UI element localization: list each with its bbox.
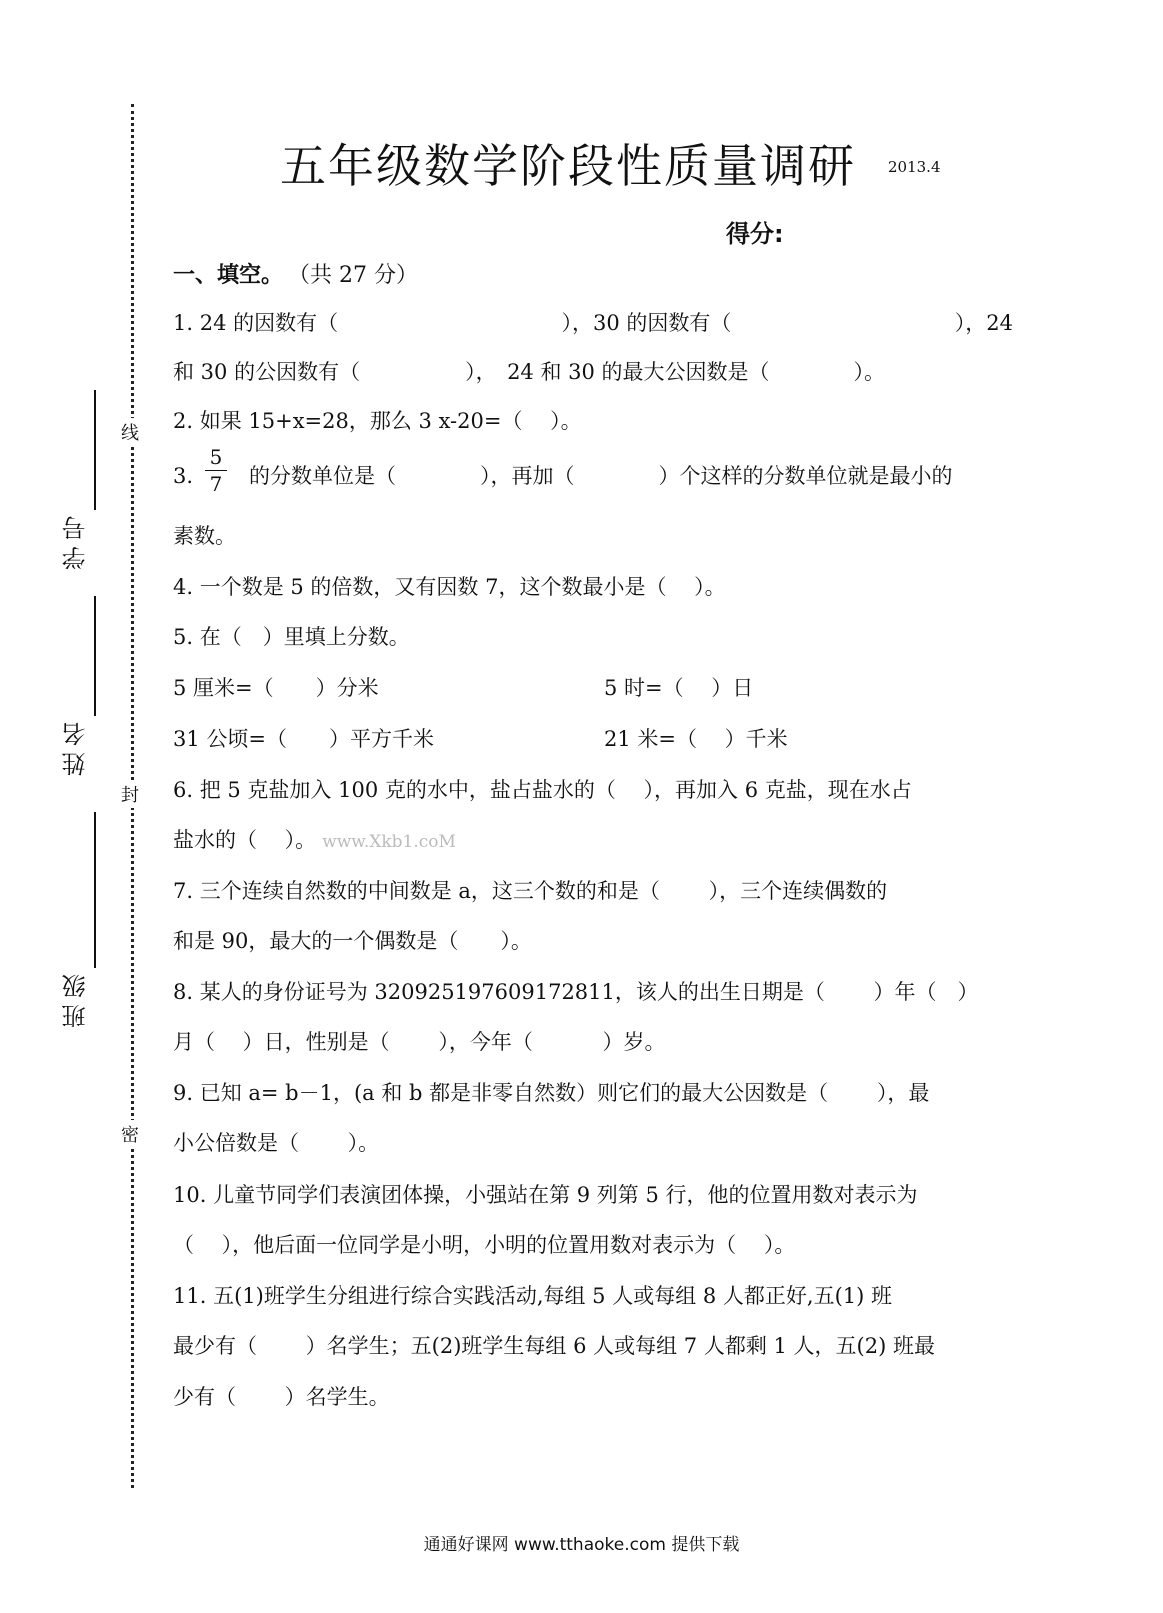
question-11-line-1: 11. 五(1)班学生分组进行综合实践活动,每组 5 人或每组 8 人都正好,五(1) 班 <box>173 1284 893 1308</box>
question-9-line-1: 9. 已知 a= b－1，(a 和 b 都是非零自然数）则它们的最大公因数是（ ），最 <box>173 1081 930 1105</box>
score-label: 得分: <box>726 220 784 248</box>
question-7-line-2: 和是 90，最大的一个偶数是（ ）。 <box>173 929 532 953</box>
binding-word-secret: 密 <box>122 1120 142 1148</box>
question-3-line-1 <box>173 461 1013 491</box>
exam-date: 2013.4 <box>888 158 941 176</box>
question-4: 4. 一个数是 5 的倍数，又有因数 7，这个数最小是（ ）。 <box>173 575 726 599</box>
question-5-item-b: 5 时=（ ）日 <box>604 676 754 700</box>
question-11-line-3: 少有（ ）名学生。 <box>173 1385 390 1409</box>
question-3-line-2: 素数。 <box>173 524 236 548</box>
q3-text: 的分数单位是（ ），再加（ ）个这样的分数单位就是最小的 <box>249 464 953 488</box>
question-9-line-2: 小公倍数是（ ）。 <box>173 1131 380 1155</box>
question-1-line-1 <box>173 308 1013 338</box>
question-2: 2. 如果 15+x=28，那么 3 x-20=（ ）。 <box>173 409 582 433</box>
q1-part-b: ），30 的因数有（ <box>561 311 732 335</box>
class-label: 班级 <box>62 968 90 1028</box>
page-title: 五年级数学阶段性质量调研 <box>280 139 856 193</box>
binding-word-seal: 封 <box>122 780 142 808</box>
question-10-line-2: （ ），他后面一位同学是小明，小明的位置用数对表示为（ ）。 <box>173 1233 796 1257</box>
class-blank[interactable] <box>94 812 96 968</box>
question-10-line-1: 10. 儿童节同学们表演团体操，小强站在第 9 列第 5 行，他的位置用数对表示为 <box>173 1183 918 1207</box>
question-5-item-c: 31 公顷=（ ）平方千米 <box>173 727 434 751</box>
question-5: 5. 在（ ）里填上分数。 <box>173 625 410 649</box>
question-8-line-1: 8. 某人的身份证号为 320925197609172811，该人的出生日期是（ ）年（ ） <box>173 980 979 1004</box>
binding-word-line: 线 <box>122 418 142 446</box>
section-title: 一、填空。 <box>173 263 284 288</box>
fraction-numerator: 5 <box>205 444 227 471</box>
footer-credit: 通通好课网 www.tthaoke.com 提供下载 <box>423 1535 740 1555</box>
student-name-label: 姓名 <box>62 716 90 776</box>
student-name-blank[interactable] <box>94 596 96 716</box>
student-name-field[interactable] <box>56 596 96 776</box>
question-5-item-d: 21 米=（ ）千米 <box>604 727 788 751</box>
fraction-denominator: 7 <box>209 472 223 496</box>
student-id-blank[interactable] <box>94 390 96 510</box>
section-points: （共 27 分） <box>299 263 418 288</box>
question-7-line-1: 7. 三个连续自然数的中间数是 a，这三个数的和是（ ），三个连续偶数的 <box>173 879 888 903</box>
question-6-line-1: 6. 把 5 克盐加入 100 克的水中，盐占盐水的（ ），再加入 6 克盐，现在水占 <box>173 778 912 802</box>
student-id-label: 学号 <box>62 510 90 570</box>
question-1-line-2: 和 30 的公因数有（ ）， 24 和 30 的最大公因数是（ ）。 <box>173 360 886 384</box>
question-5-item-a: 5 厘米=（ ）分米 <box>173 676 379 700</box>
fraction-five-sevenths <box>205 444 227 497</box>
question-11-line-2: 最少有（ ）名学生；五(2)班学生每组 6 人或每组 7 人都剩 1 人，五(2) 班最 <box>173 1334 935 1358</box>
section-heading <box>173 258 418 289</box>
q6-text: 盐水的（ ）。 <box>173 828 317 852</box>
q1-part-a: 1. 24 的因数有（ <box>173 311 339 335</box>
question-8-line-2: 月（ ）日，性别是（ ），今年（ ）岁。 <box>173 1030 666 1054</box>
q3-number: 3. <box>173 464 194 488</box>
watermark-text: www.Xkb1.coM <box>322 832 456 852</box>
student-id-field[interactable] <box>56 390 96 570</box>
question-6-line-2 <box>173 825 1013 857</box>
q1-part-c: ），24 <box>954 311 1013 335</box>
class-field[interactable] <box>56 812 96 1028</box>
